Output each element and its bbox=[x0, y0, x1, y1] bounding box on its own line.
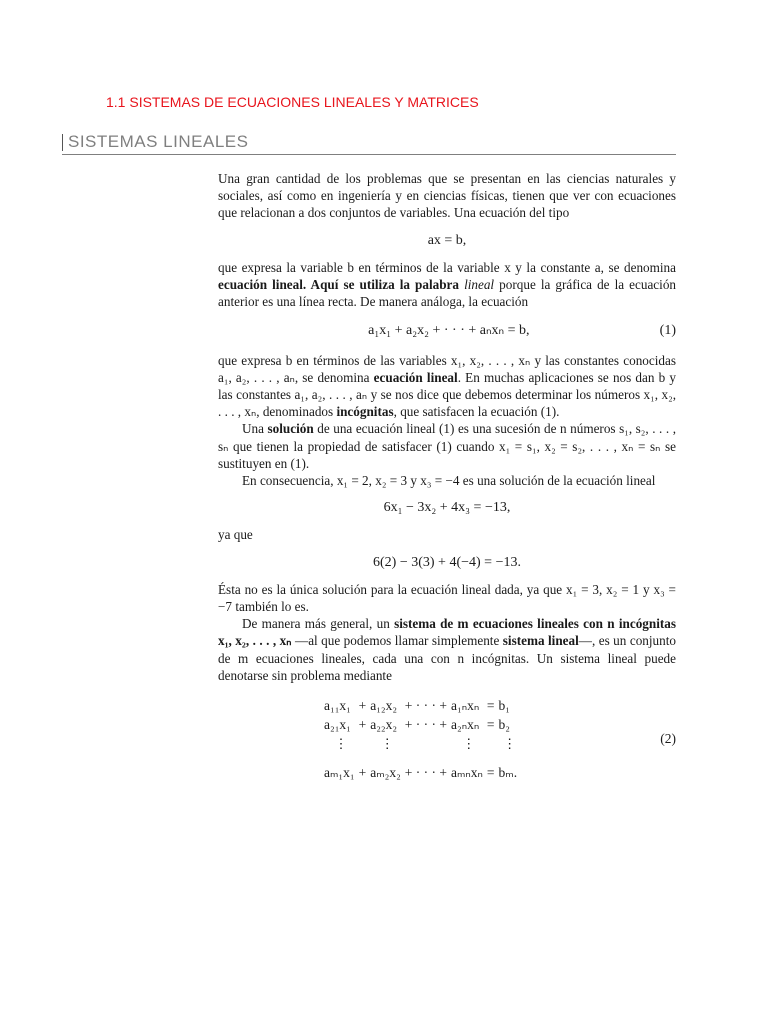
term-solucion: solución bbox=[267, 421, 314, 437]
paragraph-other-solution: Ésta no es la única solución para la ecuación lineal dada, ya que x₁ = 3, x₂ = 1 y x₃ = −7 también lo es. bbox=[218, 581, 676, 615]
section-title: SISTEMAS LINEALES bbox=[68, 132, 249, 151]
chapter-title: 1.1 SISTEMAS DE ECUACIONES LINEALES Y MATRICES bbox=[106, 94, 479, 110]
paragraph-linear-eq: que expresa la variable b en términos de la variable x y la constante a, se denomina ecuación lineal. Aquí se utiliza la palabra lineal porque la gráfica de la ecuación anterior es una línea recta. De manera análoga, la ecuación bbox=[218, 259, 677, 310]
equation-2-number: (2) bbox=[660, 731, 676, 747]
term-sistema: sistema de m ecuaciones lineales con n incógnitas x₁, x₂, . . . , xₙ bbox=[218, 616, 676, 649]
paragraph-system: De manera más general, un sistema de m ecuaciones lineales con n incógnitas x₁, x₂, . . . , xₙ —al que podemos llamar simplemente sistema lineal—, es un conjunto de m ecuaciones lineales, cada una con n incógnitas. Un sistema lineal puede denotarse sin problema mediante bbox=[218, 616, 676, 683]
paragraph-example: En consecuencia, x₁ = 2, x₂ = 3 y x₃ = −4 es una solución de la ecuación lineal bbox=[242, 473, 656, 489]
vdots-icon: ⋮ bbox=[502, 736, 517, 752]
document-body bbox=[218, 170, 676, 794]
system-table bbox=[322, 696, 519, 782]
equation-1 bbox=[218, 322, 676, 339]
term-incognitas: incógnitas bbox=[336, 404, 394, 420]
system-row-2: a₂₁x₁ + a₂₂x₂ + · · · + a₂ₙxₙ = b₂ bbox=[324, 717, 511, 733]
term-ecuacion-lineal: ecuación lineal bbox=[218, 277, 303, 293]
equation-example: 6x₁ − 3x₂ + 4x₃ = −13, bbox=[383, 500, 511, 516]
section-bar bbox=[62, 134, 63, 151]
equation-1-body: a₁x₁ + a₂x₂ + · · · + aₙxₙ = b, bbox=[368, 323, 530, 339]
system-row-m: aₘ₁x₁ + aₘ₂x₂ + · · · + aₘₙxₙ = bₘ. bbox=[324, 765, 518, 781]
equation-check: 6(2) − 3(3) + 4(−4) = −13. bbox=[373, 554, 521, 570]
equation-ax-b: ax = b, bbox=[427, 232, 467, 248]
word-lineal: lineal bbox=[464, 277, 495, 293]
system-row-1: a₁₁x₁ + a₁₂x₂ + · · · + a₁ₙxₙ = b₁ bbox=[324, 698, 511, 714]
equation-system-2 bbox=[218, 696, 676, 782]
paragraph-intro: Una gran cantidad de los problemas que se presentan en las ciencias naturales y sociales, así como en ingeniería y en ciencias físicas, tienen que ver con ecuaciones que relacionan a dos conjuntos de variables. Una ecuación del tipo bbox=[218, 171, 676, 221]
paragraph-unknowns: que expresa b en términos de las variables x₁, x₂, . . . , xₙ y las constantes conocidas a₁, a₂, . . . , aₙ, se denomina ecuación lineal. En muchas aplicaciones se nos dan b y las constantes a₁, a₂, . . . , aₙ y se nos dice que debemos determinar los números x₁, x₂, . . . , xₙ, denominados incógnitas, que satisfacen la ecuación (1). bbox=[218, 352, 677, 420]
vdots-icon: ⋮ bbox=[334, 736, 348, 752]
paragraph-solution: Una solución de una ecuación lineal (1) es una sucesión de n números s₁, s₂, . . . , sₙ que tienen la propiedad de satisfacer (1) cuando x₁ = s₁, x₂ = s₂, . . . , xₙ = sₙ se sustituyen en (1). bbox=[218, 421, 677, 471]
vdots-icon: ⋮ bbox=[461, 736, 476, 752]
system-vdots-row bbox=[322, 734, 519, 753]
paragraph-ya-que: ya que bbox=[218, 527, 253, 543]
vdots-icon: ⋮ bbox=[380, 736, 394, 752]
term-sistema-lineal: sistema lineal bbox=[502, 633, 579, 649]
equation-1-number: (1) bbox=[659, 323, 676, 339]
section-heading bbox=[62, 132, 676, 155]
